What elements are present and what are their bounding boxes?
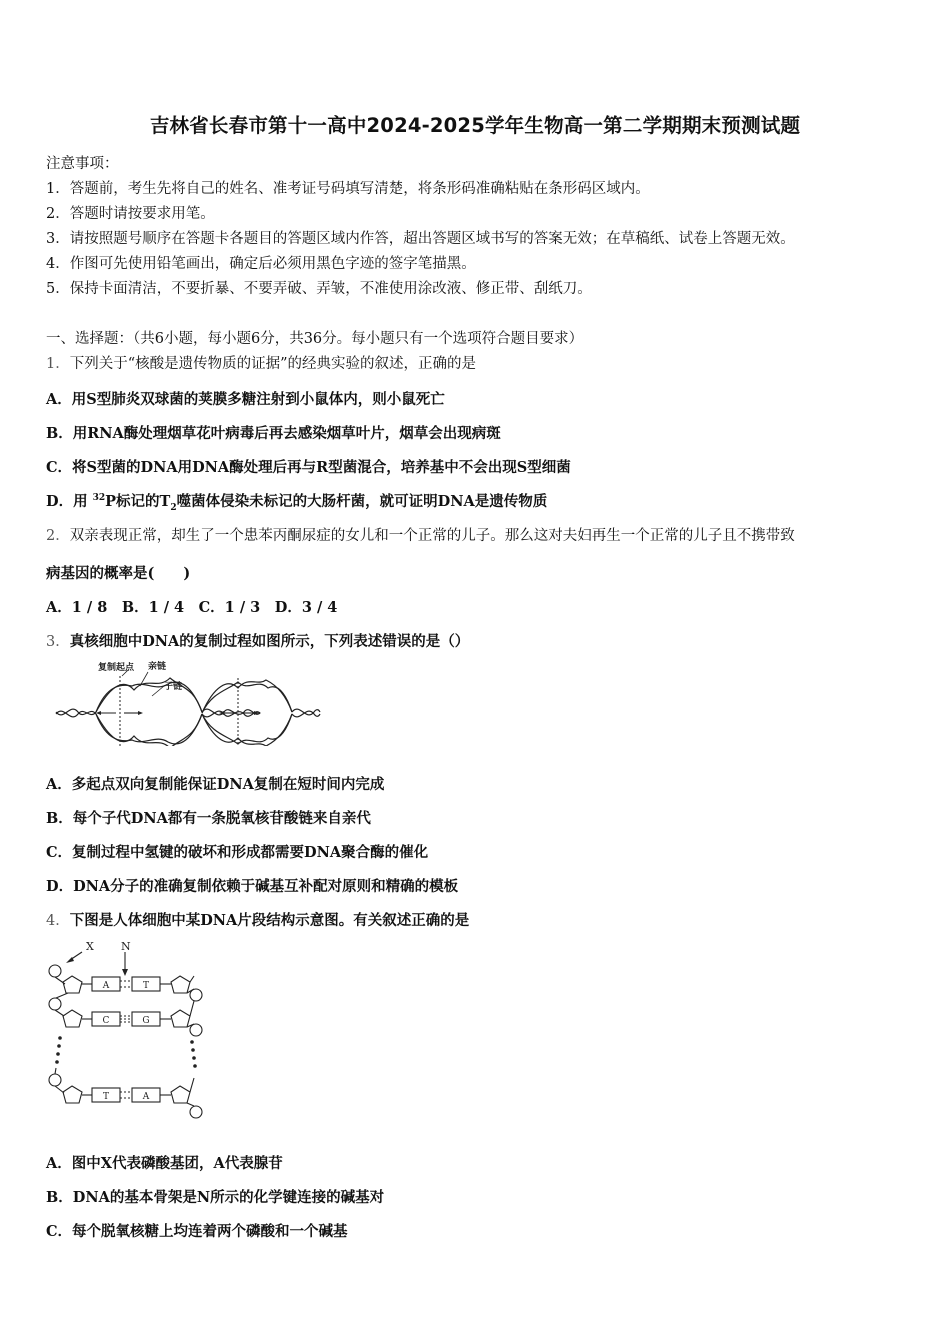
notice-item-2: 2．答题时请按要求用笔。 [46, 206, 215, 222]
origin-label: 复制起点 [98, 663, 135, 673]
q1-option-d [46, 490, 547, 513]
isotope-superscript: 32 [92, 493, 106, 504]
question-number: 1． [46, 356, 70, 372]
q2-options: A．1 / 8 B．1 / 4 C．1 / 3 D．3 / 4 [46, 599, 338, 616]
q1-option-b: B．用RNA酶处理烟草花叶病毒后再去感染烟草叶片，烟草会出现病斑 [46, 425, 501, 442]
dna-replication-figure [52, 656, 322, 746]
q3-option-c: C．复制过程中氢键的破坏和形成都需要DNA聚合酶的催化 [46, 844, 429, 861]
page-title: 吉林省长春市第十一高中2024-2025学年生物高一第二学期期末预测试题 [149, 114, 801, 137]
daughter-strand-label: 子链 [164, 682, 183, 692]
question-number: 3． [46, 634, 70, 650]
notice-heading: 注意事项： [46, 156, 119, 172]
notice-item-3: 3．请按照题号顺序在答题卡各题目的答题区域内作答，超出答题区域书写的答案无效；在草稿纸、试卷上答题无效。 [46, 231, 795, 247]
base-t-row1: T [142, 981, 150, 991]
q4-option-b: B．DNA的基本骨架是N所示的化学键连接的碱基对 [46, 1189, 385, 1206]
q3-option-a: A．多起点双向复制能保证DNA复制在短时间内完成 [46, 776, 385, 793]
q3-option-b: B．每个子代DNA都有一条脱氧核苷酸链来自亲代 [46, 810, 371, 827]
q4-option-c: C．每个脱氧核糖上均连着两个磷酸和一个碱基 [46, 1223, 348, 1240]
base-t-row3: T [102, 1092, 110, 1102]
x-label: X [86, 940, 94, 953]
q3-option-d: D．DNA分子的准确复制依赖于碱基互补配对原则和精确的模板 [46, 878, 459, 895]
q1-option-c: C．将S型菌的DNA用DNA酶处理后再与R型菌混合，培养基中不会出现S型细菌 [46, 459, 571, 476]
notice-item-1: 1．答题前，考生先将自己的姓名、准考证号码填写清楚，将条形码准确粘贴在条形码区域内。 [46, 181, 650, 197]
question-stem: 下列关于“核酸是遗传物质的证据”的经典实验的叙述，正确的是 [69, 356, 477, 372]
question-stem: 下图是人体细胞中某DNA片段结构示意图。有关叙述正确的是 [69, 912, 470, 929]
phage-subscript: 2 [170, 502, 177, 513]
base-c-row2: C [102, 1016, 110, 1026]
q4-option-a: A．图中X代表磷酸基团，A代表腺苷 [46, 1155, 283, 1172]
notice-item-4: 4．作图可先使用铅笔画出，确定后必须用黑色字迹的签字笔描黑。 [46, 256, 476, 272]
question-3 [46, 630, 469, 651]
question-number: 4． [46, 913, 70, 929]
base-g-row2: G [142, 1016, 150, 1026]
parent-strand-label: 亲链 [148, 662, 167, 672]
question-number: 2． [46, 528, 70, 544]
question-stem-line1: 双亲表现正常，却生了一个患苯丙酮尿症的女儿和一个正常的儿子。那么这对夫妇再生一个正常的儿子且不携带致 [69, 528, 795, 544]
question-4 [46, 909, 469, 930]
question-2-line2: 病基因的概率是( ) [46, 565, 191, 582]
q1-option-a: A．用S型肺炎双球菌的荚膜多糖注射到小鼠体内，则小鼠死亡 [46, 391, 445, 408]
notice-item-5: 5．保持卡面清洁，不要折暴、不要弄破、弄皱，不准使用涂改液、修正带、刮纸刀。 [46, 281, 592, 297]
base-a-row1: A [102, 981, 110, 991]
question-stem: 真核细胞中DNA的复制过程如图所示，下列表述错误的是（） [69, 633, 470, 650]
option-d-prefix: D．用 [46, 493, 93, 510]
dna-structure-figure [42, 938, 212, 1123]
option-d-rest: 噬菌体侵染未标记的大肠杆菌，就可证明DNA是遗传物质 [176, 493, 548, 510]
section-heading: 一、选择题：（共6小题，每小题6分，共36分。每小题只有一个选项符合题目要求） [46, 331, 584, 347]
question-1 [46, 352, 476, 373]
option-d-mid: P标记的T [105, 493, 171, 510]
base-a-row3: A [142, 1092, 150, 1102]
question-2 [46, 524, 795, 545]
n-label: N [121, 940, 131, 953]
